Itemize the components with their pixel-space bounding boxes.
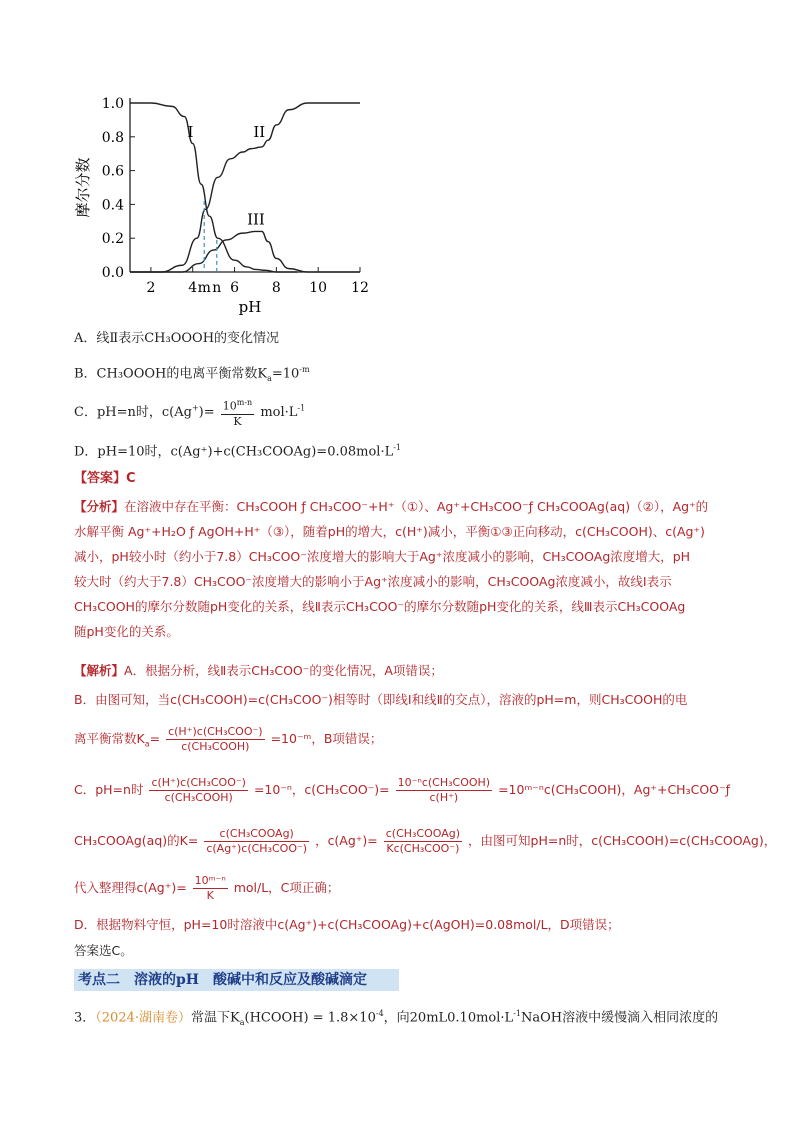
option-d: D．pH=10时，$c(Ag^+)+c(CH_3COOAg)=0.08mol\cdot L^{-1}$	[74, 443, 402, 460]
y-tick-label: 0.2	[101, 231, 124, 248]
chart-curves	[130, 103, 360, 272]
analysis-line-2: 水解平衡 Ag⁺+H₂O ƒ AgOH+H⁺（③），随着pH的增大，c(H⁺)减小，平衡①③正向移动，c(CH₃COOH)、c(Ag⁺)	[74, 524, 705, 539]
x-tick-label: 6	[230, 280, 240, 296]
analysis-line-5: CH₃COOH的摩尔分数随pH变化的关系，线Ⅱ表示CH₃COO⁻的摩尔分数随pH变化的关系，线Ⅲ表示CH₃COOAg	[74, 599, 686, 614]
explain-a: 【解析】A．根据分析，线Ⅱ表示CH₃COO⁻的变化情况，A项错误；	[74, 663, 443, 678]
x-tick-label: n	[212, 280, 222, 296]
x-tick-label: 4	[188, 280, 198, 296]
option-b: B．CH₃OOOH的电离平衡常数$K_a=10^{-m}$	[74, 365, 310, 383]
x-tick-label: 2	[146, 280, 156, 296]
x-tick-label: 8	[271, 280, 281, 296]
analysis-line-6: 随pH变化的关系。	[74, 624, 179, 639]
option-a: A．线Ⅱ表示CH₃OOOH的变化情况	[74, 331, 280, 346]
y-tick-label: 0.4	[101, 197, 124, 214]
y-tick-label: 0.8	[101, 129, 124, 146]
curve-label-ii: II	[253, 122, 266, 141]
explain-c2: CH₃COOAg(aq)的K= $\frac{\text{c(CH₃COOAg)}}{\text{c(Ag⁺)c(CH₃COO⁻)}}$ ，c(Ag⁺)= $\frac{\text{c(CH₃COOAg)}}{\text{Kc(CH₃COO⁻)}}$ ，由图可知pH=n时，c(CH₃COOH)=c(CH₃COOAg)，	[74, 827, 777, 855]
x-tick-label: 10	[309, 280, 328, 296]
y-tick-label: 1.0	[101, 96, 124, 112]
question-3: 3．（2024·湖南卷）常温下$K_a(HCOOH) = 1.8\times 10^{-4}$，向$20mL0.10mol\cdot L^{-1}NaOH$溶液中缓慢滴入相同浓度的	[74, 1009, 719, 1027]
y-tick-label: 0.0	[101, 265, 124, 281]
final-answer: 答案选C。	[74, 943, 133, 958]
curve-label-i: I	[187, 122, 194, 141]
analysis-line-1: 【分析】在溶液中存在平衡：CH₃COOH ƒ CH₃COO⁻+H⁺（①）、Ag⁺+CH₃COO⁻ƒ CH₃COOAg(aq)（②），Ag⁺的	[74, 499, 709, 514]
dashed-markers	[204, 201, 217, 272]
analysis-line-4: 较大时（约大于7.8）CH₃COO⁻浓度增大的影响小于Ag⁺浓度减小的影响，CH₃COOAg浓度减小，故线Ⅰ表示	[74, 574, 672, 589]
explain-c3: 代入整理得c(Ag⁺)= $\frac{\text{10ᵐ⁻ⁿ}}{K}$ mol/L，C项正确；	[74, 874, 340, 902]
explain-b2: 离平衡常数$K_a=$ $\frac{\text{c(H⁺)c(CH₃COO⁻)}}{\text{c(CH₃COOH)}}$ =10⁻ᵐ，B项错误；	[74, 725, 383, 753]
option-c: C．pH=n时，c(Ag+)= $\frac{10^{m-n}}{K}$ $mol\cdot L^{-1}$	[74, 398, 306, 428]
y-tick-label: 0.6	[101, 163, 124, 180]
analysis-line-3: 减小，pH较小时（约小于7.8）CH₃COO⁻浓度增大的影响大于Ag⁺浓度减小的影响，CH₃COOAg浓度增大，pH	[74, 549, 691, 564]
molar-fraction-chart	[70, 88, 370, 323]
chart-axes	[130, 98, 360, 272]
curve-i	[130, 103, 297, 272]
curve-ii	[130, 103, 360, 272]
explain-c1: C．pH=n时 $\frac{\text{c(H⁺)c(CH₃COO⁻)}}{\text{c(CH₃COOH)}}$ =10⁻ⁿ，c(CH₃COO⁻)= $\frac{\text{10⁻ⁿc(CH₃COOH)}}{c(H^+)}$ =10ᵐ⁻ⁿc(CH₃COOH)，Ag⁺+CH₃COO⁻ƒ	[74, 776, 730, 804]
x-tick-label: m	[197, 280, 211, 296]
answer-line: 【答案】C	[74, 471, 136, 486]
x-tick-label: 12	[351, 280, 369, 296]
y-axis-label: 摩尔分数	[74, 157, 92, 218]
x-axis-label: pH	[238, 298, 262, 316]
curve-label-iii: III	[247, 210, 265, 229]
section-header: 考点二 溶液的pH 酸碱中和反应及酸碱滴定	[74, 969, 399, 991]
explain-b1: B．由图可知，当c(CH₃COOH)=c(CH₃COO⁻)相等时（即线Ⅰ和线Ⅱ的交点），溶液的pH=m，则CH₃COOH的电	[74, 692, 688, 707]
explain-d: D．根据物料守恒，pH=10时溶液中c(Ag⁺)+c(CH₃COOAg)+c(AgOH)=0.08mol/L，D项错误；	[74, 917, 620, 932]
